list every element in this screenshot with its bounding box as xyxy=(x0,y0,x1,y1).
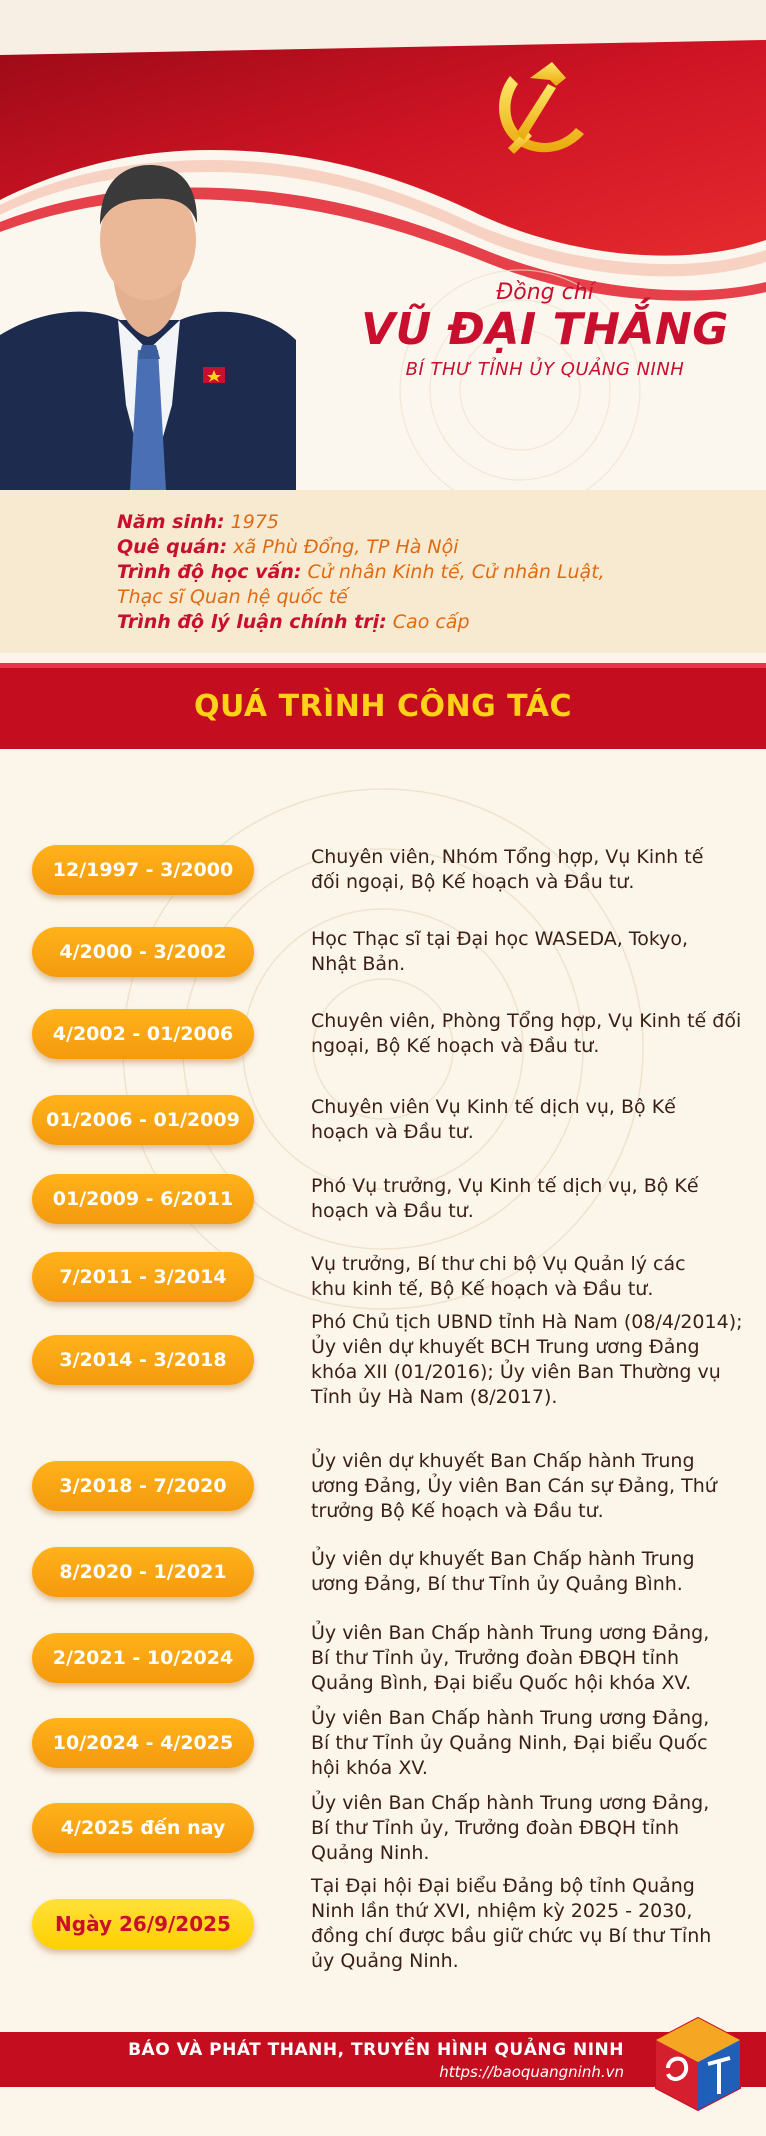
period-pill: 12/1997 - 3/2000 xyxy=(32,845,254,895)
period-description xyxy=(311,1547,746,1597)
description-line: Tại Đại hội Đại biểu Đảng bộ tỉnh Quảng xyxy=(311,1875,695,1897)
description-line: đồng chí được bầu giữ chức vụ Bí thư Tỉnh xyxy=(311,1925,712,1947)
description-line: Bí thư Tỉnh ủy, Trưởng đoàn ĐBQH tỉnh xyxy=(311,1646,679,1669)
period-description xyxy=(311,1706,746,1781)
description-line: Ủy viên Ban Chấp hành Trung ương Đảng, xyxy=(311,1706,710,1729)
description-line: Bí thư Tỉnh ủy Quảng Ninh, Đại biểu Quốc xyxy=(311,1731,708,1754)
description-line: Ủy viên dự khuyết Ban Chấp hành Trung xyxy=(311,1449,695,1472)
period-description xyxy=(311,1874,746,1974)
footer-organization: BÁO VÀ PHÁT THANH, TRUYỀN HÌNH QUẢNG NINH xyxy=(128,2040,624,2060)
period-pill: 7/2011 - 3/2014 xyxy=(32,1252,254,1302)
period-description xyxy=(311,1252,746,1302)
period-pill: 3/2014 - 3/2018 xyxy=(32,1335,254,1385)
description-line: đối ngoại, Bộ Kế hoạch và Đầu tư. xyxy=(311,871,635,893)
description-line: Chuyên viên Vụ Kinh tế dịch vụ, Bộ Kế xyxy=(311,1096,676,1118)
footer-url[interactable]: https://baoquangninh.vn xyxy=(439,2063,624,2081)
description-line: khóa XII (01/2016); Ủy viên Ban Thường vụ xyxy=(311,1361,721,1383)
period-pill: 01/2006 - 01/2009 xyxy=(32,1095,254,1145)
info-education-cont: Thạc sĩ Quan hệ quốc tế xyxy=(117,586,348,608)
honorific: Đồng chí xyxy=(496,280,594,305)
description-line: Phó Chủ tịch UBND tỉnh Hà Nam (08/4/2014); xyxy=(311,1311,743,1333)
description-line: ương Đảng, Bí thư Tỉnh ủy Quảng Bình. xyxy=(311,1573,683,1595)
period-pill: 10/2024 - 4/2025 xyxy=(32,1718,254,1768)
description-line: khu kinh tế, Bộ Kế hoạch và Đầu tư. xyxy=(311,1278,654,1300)
description-line: trưởng Bộ Kế hoạch và Đầu tư. xyxy=(311,1499,604,1522)
period-pill: 4/2025 đến nay xyxy=(32,1803,254,1853)
description-line: Ủy viên Ban Chấp hành Trung ương Đảng, xyxy=(311,1791,710,1814)
period-pill: 8/2020 - 1/2021 xyxy=(32,1547,254,1597)
period-description xyxy=(311,845,746,895)
banner-stripe xyxy=(0,663,766,668)
description-line: Ninh lần thứ XVI, nhiệm kỳ 2025 - 2030, xyxy=(311,1900,693,1922)
description-line: hội khóa XV. xyxy=(311,1756,428,1779)
description-line: Quảng Ninh. xyxy=(311,1841,430,1864)
info-education: Trình độ học vấn: Cử nhân Kinh tế, Cử nhân Luật, xyxy=(117,561,605,583)
section-banner xyxy=(0,663,766,749)
description-line: Học Thạc sĩ tại Đại học WASEDA, Tokyo, xyxy=(311,928,689,950)
period-description xyxy=(311,1174,746,1224)
description-line: Quảng Bình, Đại biểu Quốc hội khóa XV. xyxy=(311,1671,692,1694)
description-line: ương Đảng, Ủy viên Ban Cán sự Đảng, Thứ xyxy=(311,1474,717,1497)
description-line: Chuyên viên, Phòng Tổng hợp, Vụ Kinh tế đối xyxy=(311,1010,742,1032)
description-line: ủy Quảng Ninh. xyxy=(311,1950,459,1972)
career-timeline xyxy=(0,749,766,2029)
description-line: Ủy viên Ban Chấp hành Trung ương Đảng, xyxy=(311,1621,710,1644)
period-description xyxy=(311,1310,746,1410)
info-birth-year: Năm sinh: 1975 xyxy=(117,511,280,533)
description-line: Ủy viên dự khuyết Ban Chấp hành Trung xyxy=(311,1548,695,1570)
info-political-theory: Trình độ lý luận chính trị: Cao cấp xyxy=(117,611,470,633)
person-name: VŨ ĐẠI THẮNG xyxy=(361,304,729,355)
description-line: ngoại, Bộ Kế hoạch và Đầu tư. xyxy=(311,1035,600,1057)
person-role: BÍ THƯ TỈNH ỦY QUẢNG NINH xyxy=(405,359,685,381)
description-line: Phó Vụ trưởng, Vụ Kinh tế dịch vụ, Bộ Kế xyxy=(311,1175,699,1197)
description-line: hoạch và Đầu tư. xyxy=(311,1121,474,1143)
qtv-logo-icon xyxy=(650,2014,746,2114)
period-pill: Ngày 26/9/2025 xyxy=(32,1899,254,1949)
description-line: Vụ trưởng, Bí thư chi bộ Vụ Quản lý các xyxy=(311,1253,686,1275)
hammer-and-sickle-icon xyxy=(480,48,600,168)
period-pill: 3/2018 - 7/2020 xyxy=(32,1461,254,1511)
description-line: Nhật Bản. xyxy=(311,953,406,975)
period-description xyxy=(311,1621,746,1696)
hero-header xyxy=(0,0,766,490)
description-line: Bí thư Tỉnh ủy, Trưởng đoàn ĐBQH tỉnh xyxy=(311,1816,679,1839)
period-pill: 01/2009 - 6/2011 xyxy=(32,1174,254,1224)
info-hometown: Quê quán: xã Phù Đổng, TP Hà Nội xyxy=(117,536,459,558)
profile-info xyxy=(0,490,766,653)
period-description xyxy=(311,927,746,977)
period-pill: 4/2002 - 01/2006 xyxy=(32,1009,254,1059)
portrait-photo xyxy=(0,105,296,490)
section-title: QUÁ TRÌNH CÔNG TÁC xyxy=(193,689,573,724)
period-description xyxy=(311,1009,746,1059)
period-description xyxy=(311,1449,746,1524)
description-line: Tỉnh ủy Hà Nam (8/2017). xyxy=(311,1386,558,1408)
title-block xyxy=(345,280,745,380)
description-line: Ủy viên dự khuyết BCH Trung ương Đảng xyxy=(311,1336,700,1358)
period-pill: 2/2021 - 10/2024 xyxy=(32,1633,254,1683)
period-description xyxy=(311,1791,746,1866)
description-line: Chuyên viên, Nhóm Tổng hợp, Vụ Kinh tế xyxy=(311,846,704,868)
description-line: hoạch và Đầu tư. xyxy=(311,1200,474,1222)
period-description xyxy=(311,1095,746,1145)
period-pill: 4/2000 - 3/2002 xyxy=(32,927,254,977)
